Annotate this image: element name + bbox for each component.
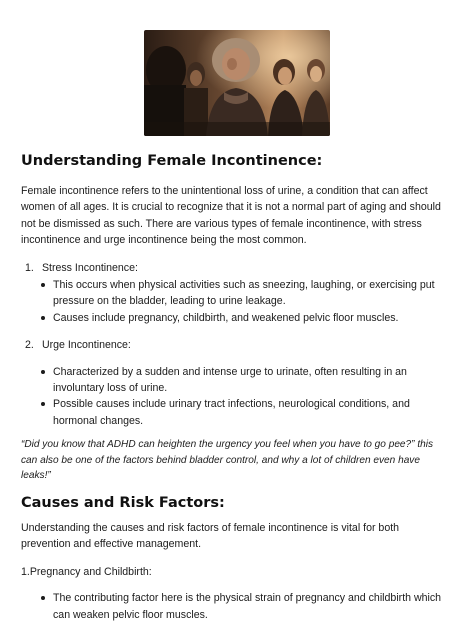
- numbered-item-urge: [21, 337, 451, 353]
- item-label: Urge Incontinence:: [41, 339, 131, 352]
- pregnancy-item-label: 1.Pregnancy and Childbirth:: [21, 565, 152, 578]
- item-number: 1.: [25, 261, 34, 274]
- adhd-quote: “Did you know that ADHD can heighten the urgency you feel when you have to go pee?” this can also be one of the factors behind bladder control, and why a lot of children even have leaks!”: [21, 439, 434, 482]
- list-item: Possible causes include urinary tract infections, neurological conditions, and hormonal changes.: [53, 396, 451, 429]
- item-number: 2.: [25, 339, 34, 352]
- stress-bullet-list: [21, 277, 451, 326]
- section-heading-understanding: Understanding Female Incontinence:: [21, 153, 323, 169]
- causes-intro-paragraph: Understanding the causes and risk factors of female incontinence is vital for both prevention and effective management.: [21, 522, 400, 551]
- list-item: Characterized by a sudden and intense urge to urinate, often resulting in an involuntary loss of urine.: [53, 364, 451, 397]
- list-item: Causes include pregnancy, childbirth, and weakened pelvic floor muscles.: [53, 310, 451, 326]
- article-body: [21, 150, 451, 623]
- section-heading-causes: Causes and Risk Factors:: [21, 495, 225, 512]
- item-label: Stress Incontinence:: [41, 261, 138, 274]
- intro-paragraph: Female incontinence refers to the unintentional loss of urine, a condition that can affect women of all ages. It is crucial to recognize that it is not a normal part of aging and should not be dismissed as such. There are various types of female incontinence, with stress incontinence and urge incontinence being the most common.: [21, 185, 441, 247]
- numbered-item-stress: [21, 260, 451, 276]
- urge-bullet-list: [21, 364, 451, 430]
- list-item: The contributing factor here is the physical strain of pregnancy and childbirth which can weaken pelvic floor muscles.: [53, 590, 451, 623]
- list-item: This occurs when physical activities such as sneezing, laughing, or exercising put pressure on the bladder, leading to urine leakage.: [53, 277, 451, 310]
- support-group-photo: [144, 30, 330, 136]
- pregnancy-bullet-list: [21, 590, 451, 623]
